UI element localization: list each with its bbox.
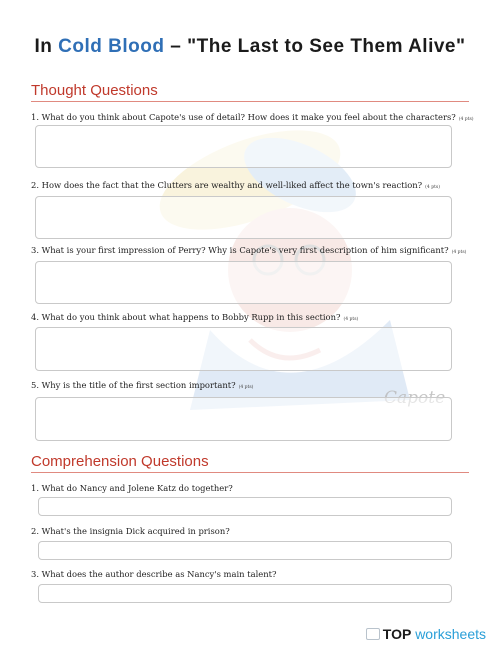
comprehension-questions-heading: Comprehension Questions: [31, 453, 209, 470]
question-text: 1. What do Nancy and Jolene Katz do together?: [31, 483, 233, 493]
worksheet-logo-icon: [366, 628, 380, 640]
question-text: 3. What is your first impression of Perry? Why is Capote's very first description of him significant?: [31, 245, 449, 255]
question-text: 5. Why is the title of the first section important?: [31, 380, 236, 390]
question-text: 2. How does the fact that the Clutters are wealthy and well-liked affect the town's reaction?: [31, 180, 423, 190]
comprehension-answer-1[interactable]: [38, 497, 452, 516]
thought-question-3: [31, 245, 466, 255]
thought-answer-1[interactable]: [35, 125, 452, 168]
thought-question-4: [31, 312, 358, 322]
question-text: 4. What do you think about what happens to Bobby Rupp in this section?: [31, 312, 341, 322]
comprehension-question-2: [31, 526, 230, 536]
title-chapter: – "The Last to See Them Alive": [164, 36, 466, 57]
thought-question-1: [31, 112, 474, 122]
comprehension-answer-3[interactable]: [38, 584, 452, 603]
question-text: 2. What's the insignia Dick acquired in prison?: [31, 526, 230, 536]
question-points: (4 pts): [425, 185, 440, 190]
thought-answer-4[interactable]: [35, 327, 452, 371]
thought-answer-2[interactable]: [35, 196, 452, 239]
comprehension-answer-2[interactable]: [38, 541, 452, 560]
comprehension-divider: [31, 472, 469, 473]
comprehension-question-1: [31, 483, 233, 493]
thought-answer-3[interactable]: [35, 261, 452, 304]
thought-question-2: [31, 180, 440, 190]
question-points: (4 pts): [451, 250, 467, 255]
comprehension-question-3: [31, 569, 276, 579]
thought-answer-5[interactable]: [35, 397, 452, 441]
question-points: (4 pts): [343, 317, 359, 322]
title-book-name: Cold Blood: [58, 36, 165, 57]
thought-question-5: [31, 380, 253, 390]
brand-top: TOP: [382, 626, 412, 642]
question-points: (4 pts): [238, 385, 254, 390]
thought-questions-heading: Thought Questions: [31, 82, 158, 99]
page-title: [0, 36, 500, 58]
brand-worksheets: worksheets: [415, 626, 486, 642]
title-prefix: In: [34, 36, 59, 57]
brand-footer: [366, 626, 486, 642]
thought-divider: [31, 101, 469, 102]
question-text: 3. What does the author describe as Nancy's main talent?: [31, 569, 277, 579]
question-points: (4 pts): [458, 117, 474, 122]
question-text: 1. What do you think about Capote's use of detail? How does it make you feel about the characters?: [31, 112, 456, 122]
